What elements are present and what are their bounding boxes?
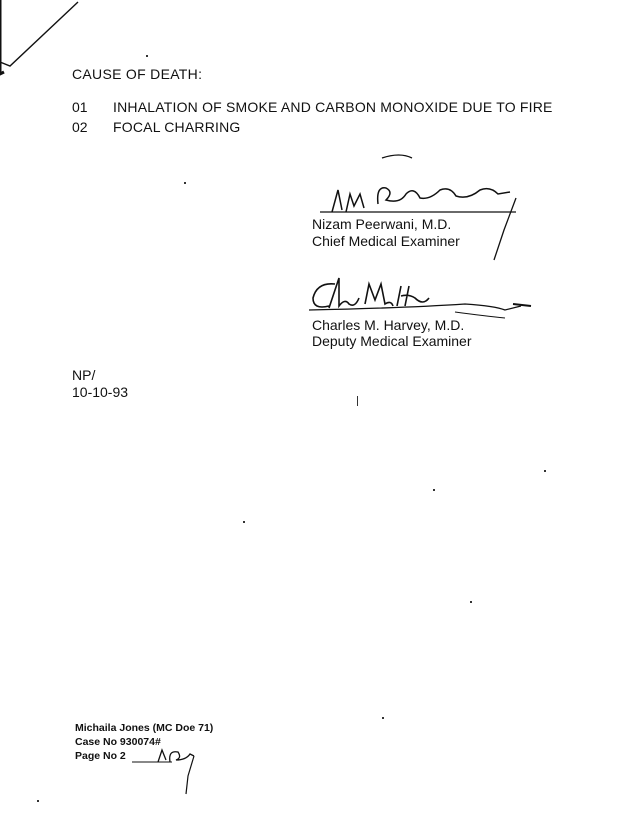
cause-text: INHALATION OF SMOKE AND CARBON MONOXIDE DUE TO FIRE [113,99,553,115]
signatory-title: Deputy Medical Examiner [312,333,472,349]
scan-speck [470,601,472,603]
footer-initials-signature [128,742,208,802]
footer-page-number: Page No 2 [75,750,126,762]
cause-text: FOCAL CHARRING [113,119,241,135]
typist-initials: NP/ [72,367,96,383]
scan-speck [243,521,245,523]
scan-speck [357,396,358,406]
signatory-name: Nizam Peerwani, M.D. [312,216,452,232]
scan-speck [37,800,39,802]
document-date: 10-10-93 [72,384,129,400]
footer-subject: Michaila Jones (MC Doe 71) [75,722,214,734]
scan-speck [146,55,148,57]
footer-case-number: Case No 930074# [75,736,161,748]
cause-number: 01 [72,99,88,115]
signatory-name: Charles M. Harvey, M.D. [312,317,465,333]
signatory-title: Chief Medical Examiner [312,233,460,249]
scan-speck [544,470,546,472]
cause-number: 02 [72,119,88,135]
scan-speck [382,717,384,719]
scan-speck [433,489,435,491]
scan-speck [184,182,186,184]
cause-of-death-heading: CAUSE OF DEATH: [72,66,203,82]
